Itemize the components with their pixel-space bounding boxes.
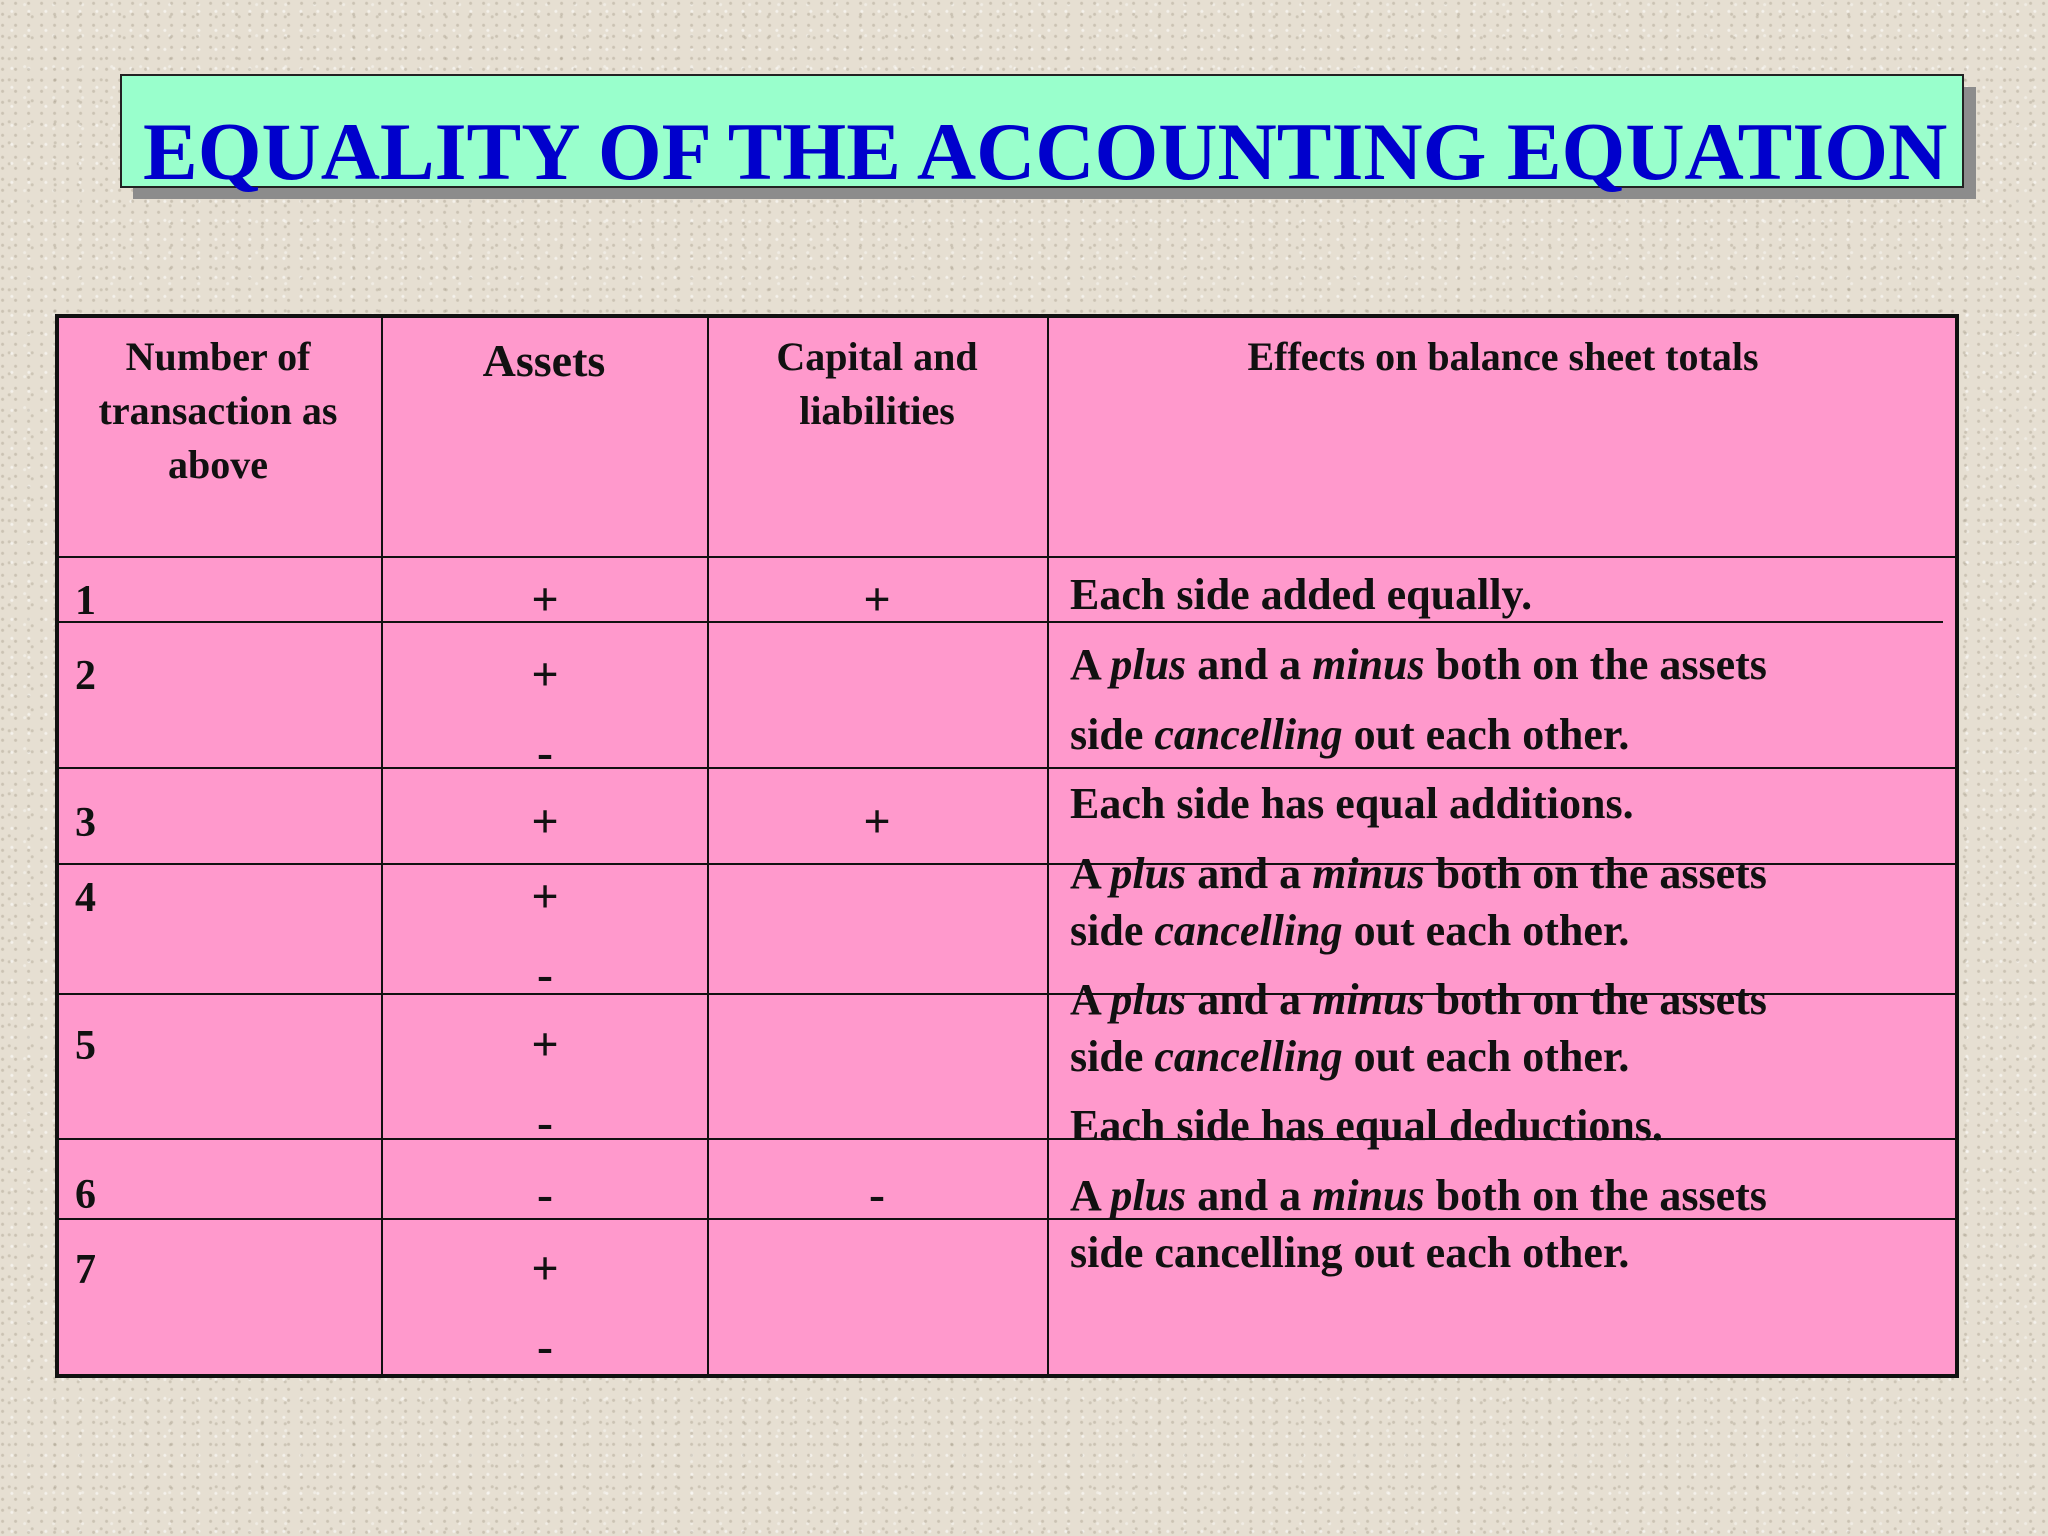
row-number: 5 xyxy=(75,1023,96,1069)
capital-sign: + xyxy=(863,795,891,848)
capital-sign: + xyxy=(863,573,891,626)
effect-text: A plus and a minus both on the assets xyxy=(1070,640,1767,689)
effect-text: A plus and a minus both on the assets xyxy=(1070,1171,1767,1220)
row-number: 4 xyxy=(75,875,96,921)
header-effects: Effects on balance sheet totals xyxy=(1247,334,1759,379)
assets-sign: - xyxy=(537,1096,553,1149)
assets-sign: - xyxy=(537,948,553,1001)
row-number: 1 xyxy=(75,578,96,624)
effect-text: Each side has equal deductions. xyxy=(1070,1101,1663,1150)
effect-text: Each side has equal additions. xyxy=(1070,779,1634,828)
header-transaction-number: Number of transaction as above xyxy=(98,334,338,487)
header-capital-liabilities: Capital and liabilities xyxy=(776,334,978,433)
row-number: 3 xyxy=(75,800,96,846)
effect-text: side cancelling out each other. xyxy=(1070,906,1630,955)
row-number: 6 xyxy=(75,1172,96,1218)
row-divider xyxy=(55,1138,1959,1140)
effect-text: side cancelling out each other. xyxy=(1070,1032,1630,1081)
assets-sign: + xyxy=(531,870,559,923)
effect-text: A plus and a minus both on the assets xyxy=(1070,849,1767,898)
assets-sign: + xyxy=(531,1018,559,1071)
assets-sign: - xyxy=(537,1168,553,1221)
row-divider xyxy=(55,621,1943,623)
assets-sign: + xyxy=(531,573,559,626)
assets-sign: - xyxy=(537,1320,553,1373)
row-number: 7 xyxy=(75,1247,96,1293)
effect-text: A plus and a minus both on the assets xyxy=(1070,975,1767,1024)
row-number: 2 xyxy=(75,653,96,699)
assets-sign: - xyxy=(537,726,553,779)
assets-sign: + xyxy=(531,1242,559,1295)
effect-text: side cancelling out each other. xyxy=(1070,710,1630,759)
effect-text: Each side added equally. xyxy=(1070,570,1533,619)
row-divider xyxy=(55,767,1959,769)
assets-sign: + xyxy=(531,795,559,848)
effect-text: side cancelling out each other. xyxy=(1070,1228,1630,1277)
row-divider xyxy=(55,556,1959,558)
assets-sign: + xyxy=(531,648,559,701)
page-title: EQUALITY OF THE ACCOUNTING EQUATION xyxy=(143,106,1948,197)
header-assets: Assets xyxy=(482,335,606,386)
capital-sign: - xyxy=(869,1168,885,1221)
